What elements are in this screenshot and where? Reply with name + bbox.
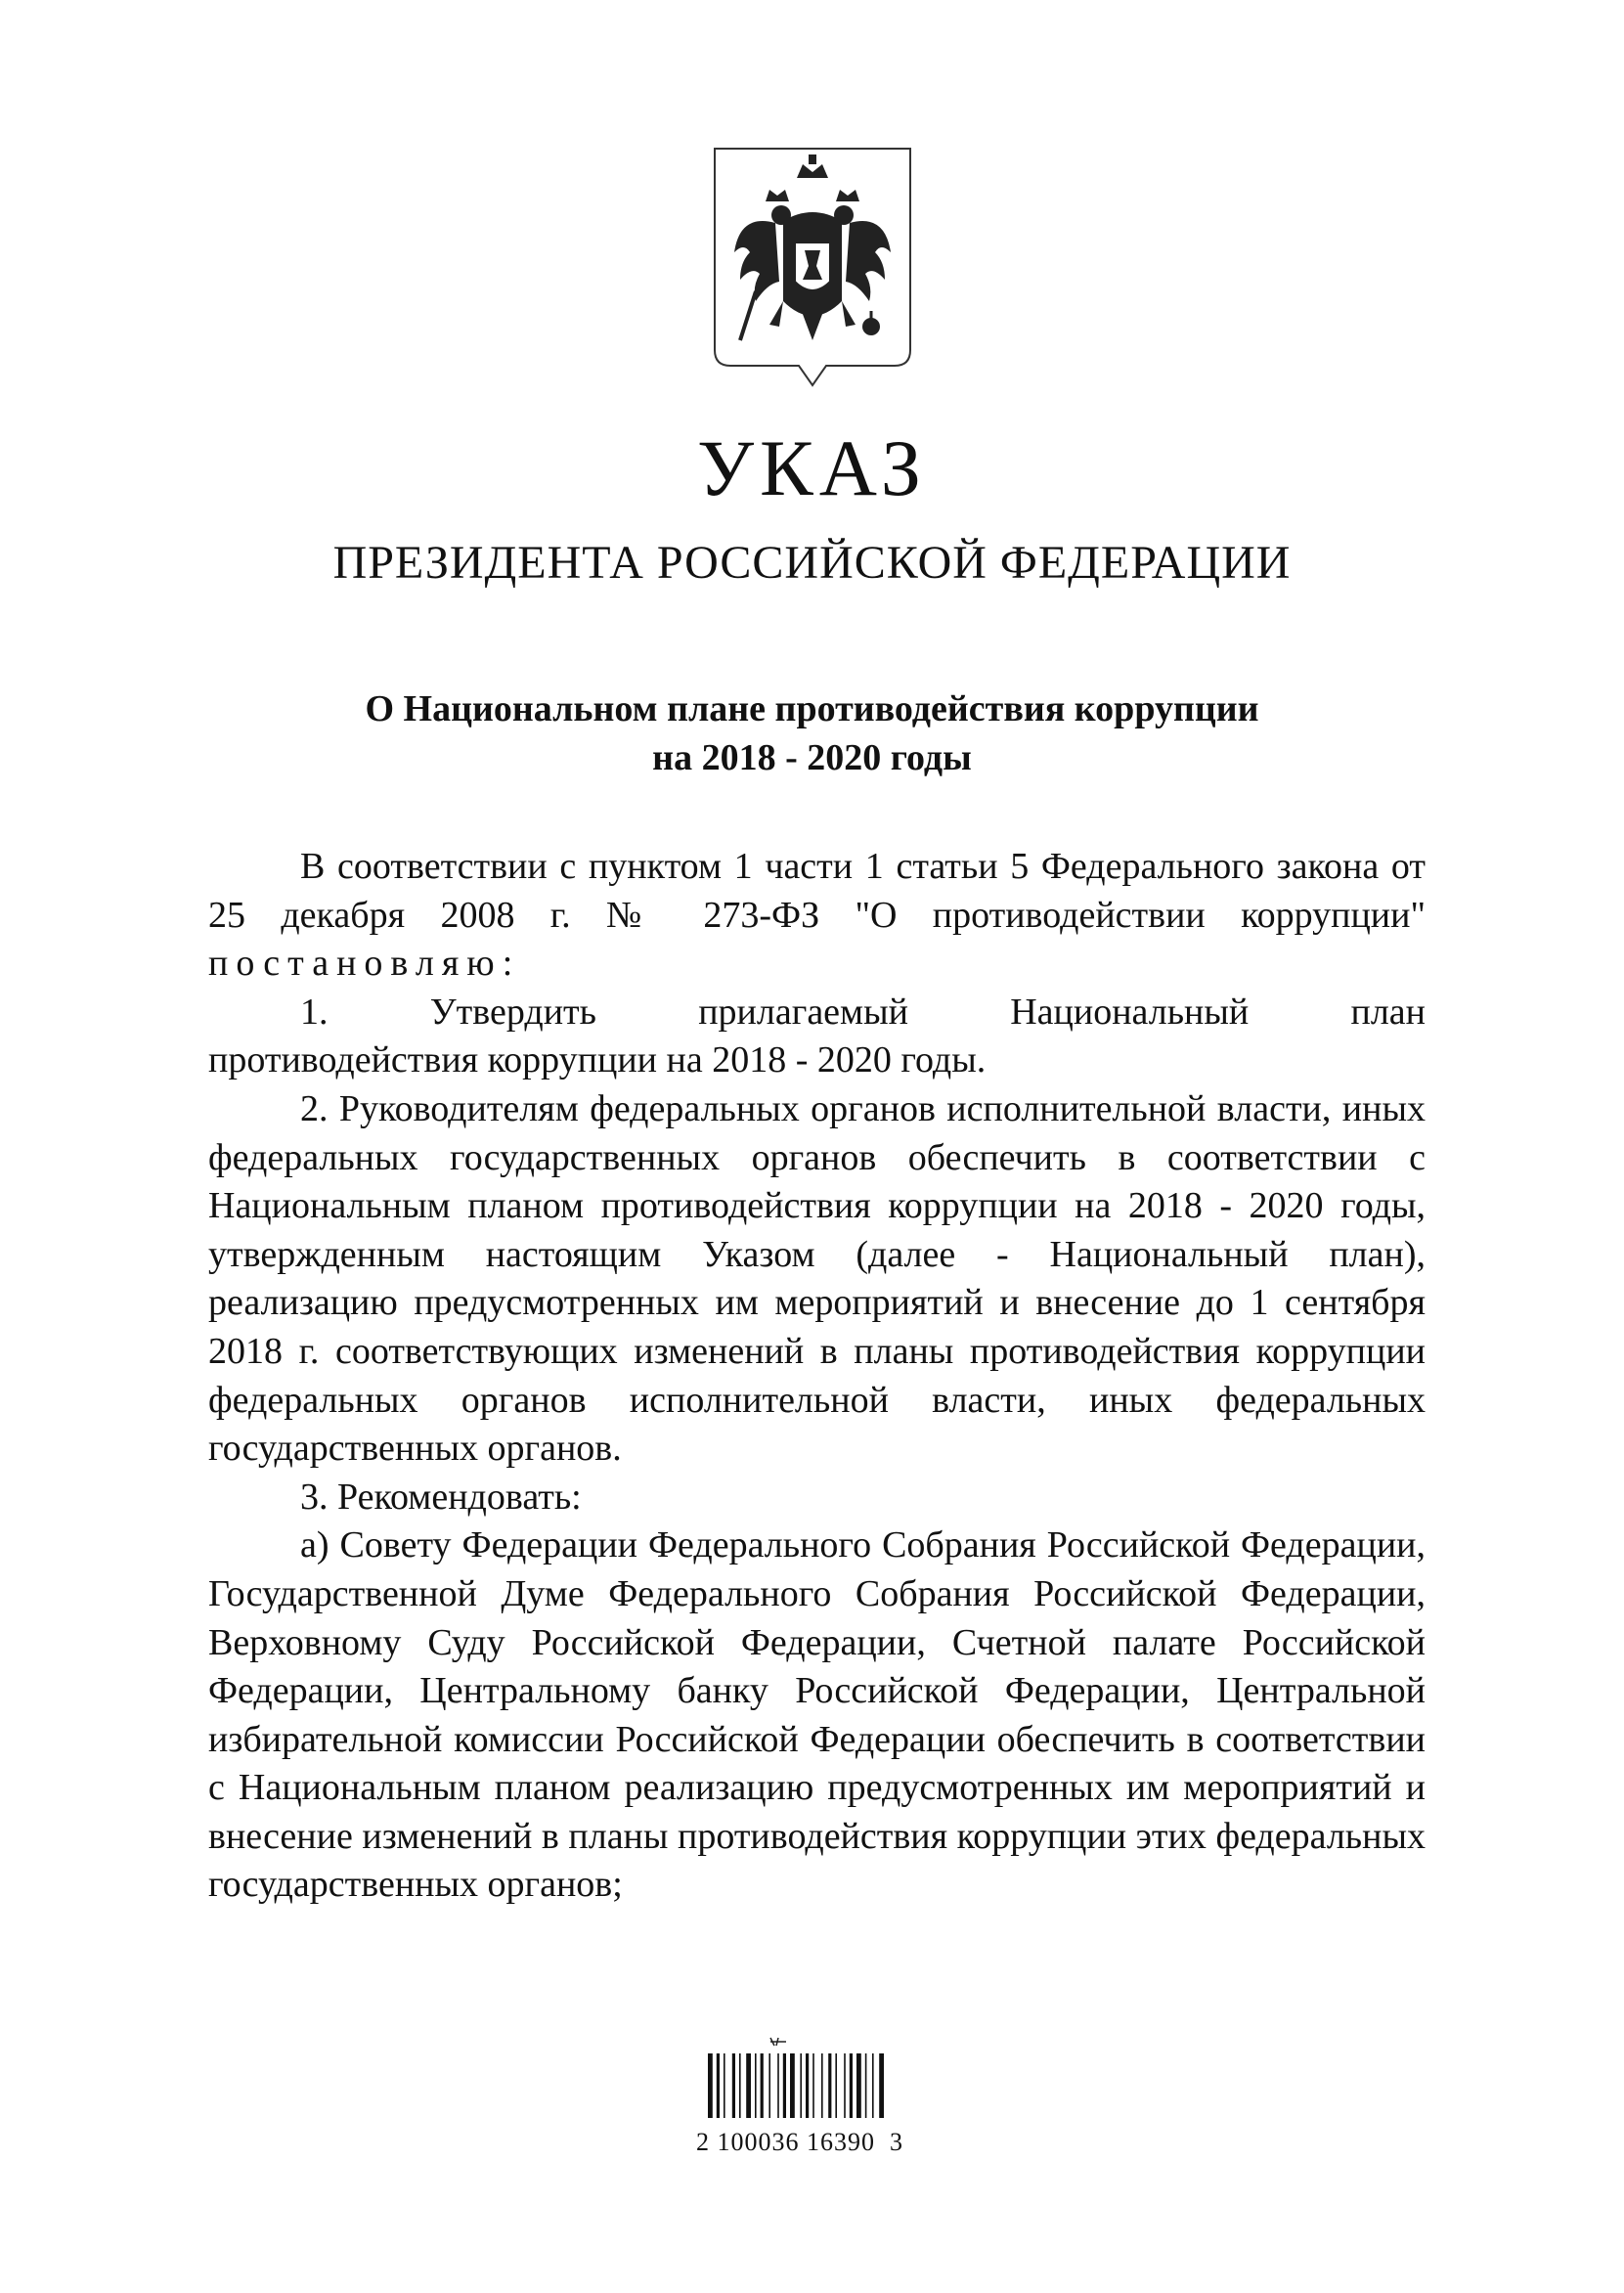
item-3-paragraph: 3. Рекомендовать: xyxy=(300,1476,582,1518)
item-1-line-1: 1. Утвердить прилагаемый Национальный план xyxy=(300,991,1426,1033)
subject-line-2: на 2018 - 2020 годы xyxy=(652,737,972,778)
barcode-bar xyxy=(806,2053,809,2118)
barcode-bar xyxy=(872,2053,874,2118)
subject-line-1: О Национальном плане противодействия коррупции xyxy=(365,688,1259,729)
item-1-line-2: противодействия коррупции на 2018 - 2020 годы. xyxy=(208,1039,987,1081)
barcode xyxy=(702,2036,922,2124)
barcode-bar xyxy=(717,2053,720,2118)
barcode-bar xyxy=(732,2053,735,2118)
barcode-bar xyxy=(835,2053,837,2118)
document-body xyxy=(208,843,1426,1910)
barcode-bar xyxy=(777,2053,779,2118)
barcode-bar xyxy=(844,2053,846,2118)
barcode-bar xyxy=(821,2053,823,2118)
barcode-bar xyxy=(724,2053,725,2118)
barcode-icon xyxy=(702,2036,922,2124)
item-3a-paragraph: а) Совету Федерации Федерального Собрания Российской Федерации, Государственной Думе Федерального Собрания Российской Федерации, Верховному Суду Российской Федерации, Счетной палате Российской Федерации, Центральному банку Российской Федерации, Центральной избирательной комиссии Российской Федерации обеспечить в соответствии с Национальным планом реализацию предусмотренных им мероприятий и внесение изменений в планы противодействия коррупции этих федеральных государственных органов; xyxy=(208,1524,1426,1906)
barcode-bar xyxy=(783,2053,786,2118)
barcode-bar xyxy=(790,2053,795,2118)
barcode-bar xyxy=(761,2053,764,2118)
barcode-bar xyxy=(828,2053,831,2118)
barcode-bar xyxy=(755,2053,757,2118)
barcode-bar xyxy=(768,2053,770,2118)
barcode-bar xyxy=(865,2053,867,2118)
barcode-bar xyxy=(800,2053,802,2118)
barcode-bar xyxy=(856,2053,861,2118)
barcode-number: 2 100036 16390 3 xyxy=(696,2128,903,2156)
barcode-bar xyxy=(746,2053,751,2118)
barcode-bar xyxy=(812,2053,814,2118)
decree-word: постановляю: xyxy=(208,943,521,985)
barcode-bar xyxy=(739,2053,741,2118)
state-emblem xyxy=(711,145,914,389)
preamble-paragraph xyxy=(208,843,1426,989)
document-type-title: УКАЗ xyxy=(696,423,927,512)
preamble-text: В соответствии с пунктом 1 части 1 статьи 5 Федерального закона от 25 декабря 2008 г. № 273-ФЗ "О противодействии коррупции" xyxy=(208,846,1426,936)
item-2-paragraph: 2. Руководителям федеральных органов исполнительной власти, иных федеральных государственных органов обеспечить в соответствии с Национальным планом противодействия коррупции на 2018 - 2020 годы, утвержденным настоящим Указом (далее - Национальный план), реализацию предусмотренных им мероприятий и внесение до 1 сентября 2018 г. соответствующих изменений в планы противодействия коррупции федеральных органов исполнительной власти, иных федеральных государственных органов. xyxy=(208,1087,1426,1470)
issuer-title: ПРЕЗИДЕНТА РОССИЙСКОЙ ФЕДЕРАЦИИ xyxy=(332,537,1292,589)
barcode-bar xyxy=(850,2053,853,2118)
document-subject xyxy=(0,684,1624,782)
double-headed-eagle-icon xyxy=(711,145,914,389)
barcode-bar xyxy=(708,2053,713,2118)
barcode-bar xyxy=(879,2053,884,2118)
